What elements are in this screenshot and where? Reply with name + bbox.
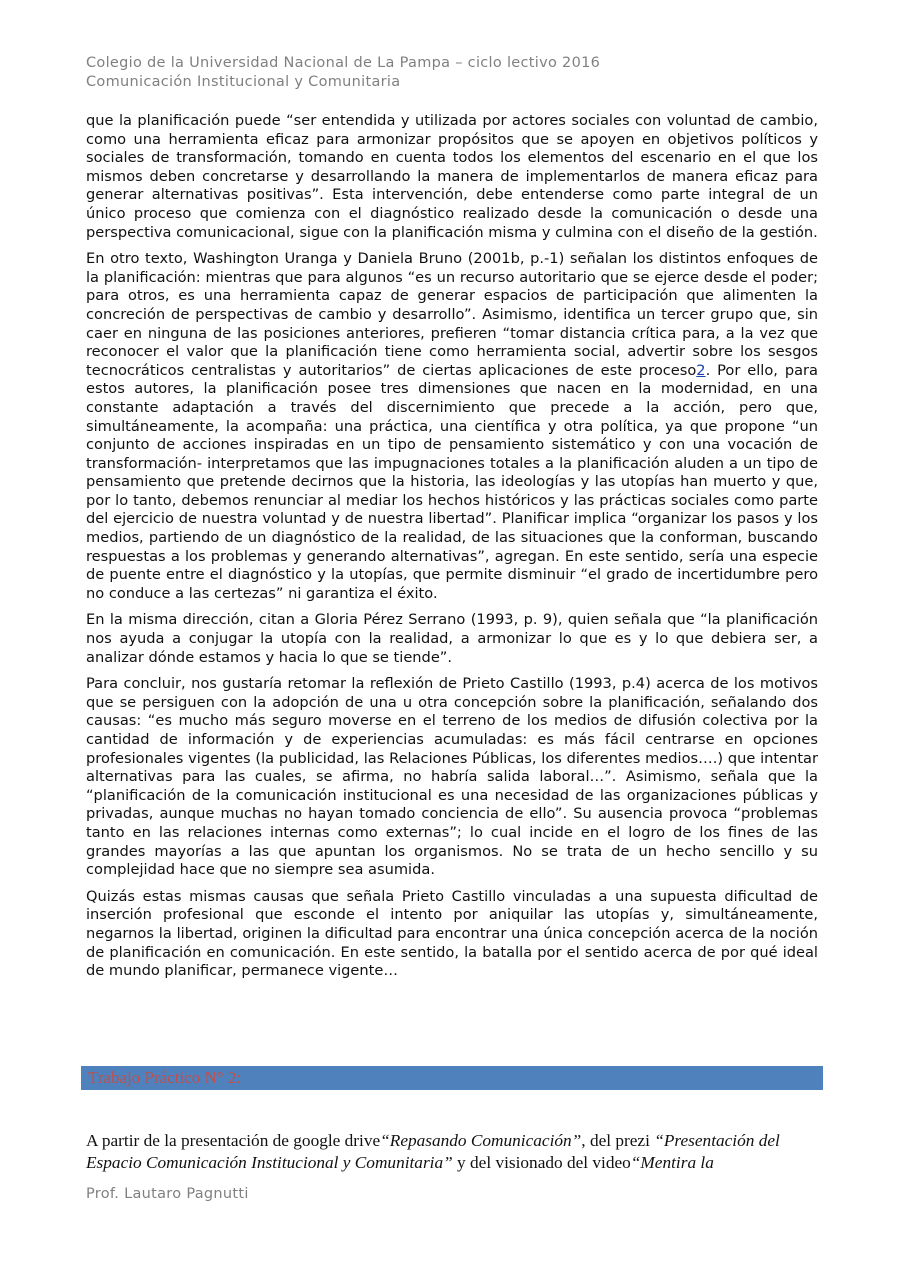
assignment-part: A partir de la presentación de google drive (86, 1131, 381, 1150)
header-institution: Colegio de la Universidad Nacional de La Pampa – ciclo lectivo 2016 (86, 55, 601, 71)
paragraph: Quizás estas mismas causas que señala Prieto Castillo vinculadas a una supuesta dificultad de inserción profesional que esconde el intento por aniquilar las utopías y, simultáneamente, negarnos la libertad, originen la dificultad para encontrar una única concepción acerca de la noción de planificación en comunicación. En este sentido, la batalla por el sentido acerca de por qué ideal de mundo planificar, permanece vigente… (86, 887, 818, 980)
page-header (86, 54, 600, 92)
paragraph-text: En otro texto, Washington Uranga y Daniela Bruno (2001b, p.-1) señalan los distintos enfoques de la planificación: mientras que para algunos “es un recurso autoritario que se ejerce desde el poder; para otros, es una herramienta capaz de generar espacios de participación que alimenten la concreción de perspectivas de cambio y desarrollo”. Asimismo, identifica un tercer grupo que, sin caer en ninguna de las posiciones anteriores, prefieren “tomar distancia crítica para, a la vez que reconocer el valor que la planificación tiene como herramienta social, advertir sobre los sesgos tecnocráticos centralistas y autoritarios” de ciertas aplicaciones de este proceso (86, 250, 818, 379)
assignment-text (86, 1130, 806, 1174)
assignment-title: “Presentación del Espacio Comunicación Institucional y Comunitaria” (86, 1131, 780, 1172)
section-title: Trabajo Práctico N° 2: (88, 1068, 242, 1087)
paragraph: En la misma dirección, citan a Gloria Pérez Serrano (1993, p. 9), quien señala que “la planificación nos ayuda a conjugar la utopía con la realidad, a armonizar lo que es y lo que debiera ser, a analizar dónde estamos y hacia lo que se tiende”. (86, 611, 818, 666)
body-text (86, 112, 818, 989)
assignment-part: , del prezi (581, 1131, 655, 1150)
section-heading-bar (81, 1066, 823, 1090)
footnote-link[interactable]: 2 (696, 361, 706, 379)
paragraph: que la planificación puede “ser entendida y utilizada por actores sociales con voluntad de cambio, como una herramienta eficaz para armonizar propósitos que se apoyen en objetivos políticos y sociales de transformación, tomando en cuenta todos los elementos del escenario en el que los mismos deben concretarse y desarrollando la manera de implementarlos de manera eficaz para generar alternativas positivas”. Esta intervención, debe entenderse como parte integral de un único proceso que comienza con el diagnóstico realizado desde la comunicación o desde una perspectiva comunicacional, sigue con la planificación misma y culmina con el diseño de la gestión. (86, 112, 818, 241)
header-subject: Comunicación Institucional y Comunitaria (86, 74, 401, 90)
paragraph (86, 250, 818, 603)
page-footer: Prof. Lautaro Pagnutti (86, 1186, 249, 1202)
assignment-title: “Repasando Comunicación” (380, 1131, 582, 1150)
paragraph-text: . Por ello, para estos autores, la planificación posee tres dimensiones que nacen en la modernidad, en una constante adaptación a través del discernimiento que precede a la acción, pero que, simultáneamente, la acompaña: una práctica, una científica y otra política, ya que propone “un conjunto de acciones inspiradas en un tipo de pensamiento sistemático y con una vocación de transformación- interpretamos que las impugnaciones totales a la planificación aluden a un tipo de pensamiento que pretende decirnos que la historia, las ideologías y las utopías han muerto y que, por lo tanto, debemos renunciar al mediar los hechos históricos y las prácticas sociales como parte del ejercicio de nuestra voluntad y de nuestra libertad”. Planificar implica “organizar los pasos y los medios, partiendo de un diagnóstico de la realidad, de las situaciones que la conforman, buscando respuestas a los problemas y generando alternativas”, agregan. En este sentido, sería una especie de puente entre el diagnóstico y la utopías, que permite disminuir “el grado de incertidumbre pero no conduce a las certezas” ni garantiza el éxito. (86, 361, 818, 602)
assignment-part: y del visionado del video (452, 1153, 631, 1172)
assignment-title: “Mentira la (630, 1153, 714, 1172)
paragraph: Para concluir, nos gustaría retomar la reflexión de Prieto Castillo (1993, p.4) acerca de los motivos que se persiguen con la adopción de una u otra concepción sobre la planificación, señalando dos causas: “es mucho más seguro moverse en el terreno de los medios de difusión colectiva por la cantidad de información y de experiencias acumuladas: es más fácil centrarse en opciones profesionales vigentes (la publicidad, las Relaciones Públicas, los diferentes medios….) que intentar alternativas para las cuales, se afirma, no habría salida laboral…”. Asimismo, señala que la “planificación de la comunicación institucional es una necesidad de las organizaciones públicas y privadas, aunque muchas no hayan tomado conciencia de ello”. Su ausencia provoca “problemas tanto en las relaciones internas como externas”; lo cual incide en el logro de los fines de las grandes mayorías a las que apuntan los organismos. No se trata de un hecho sencillo y su complejidad hace que no siempre sea asumida. (86, 675, 818, 879)
